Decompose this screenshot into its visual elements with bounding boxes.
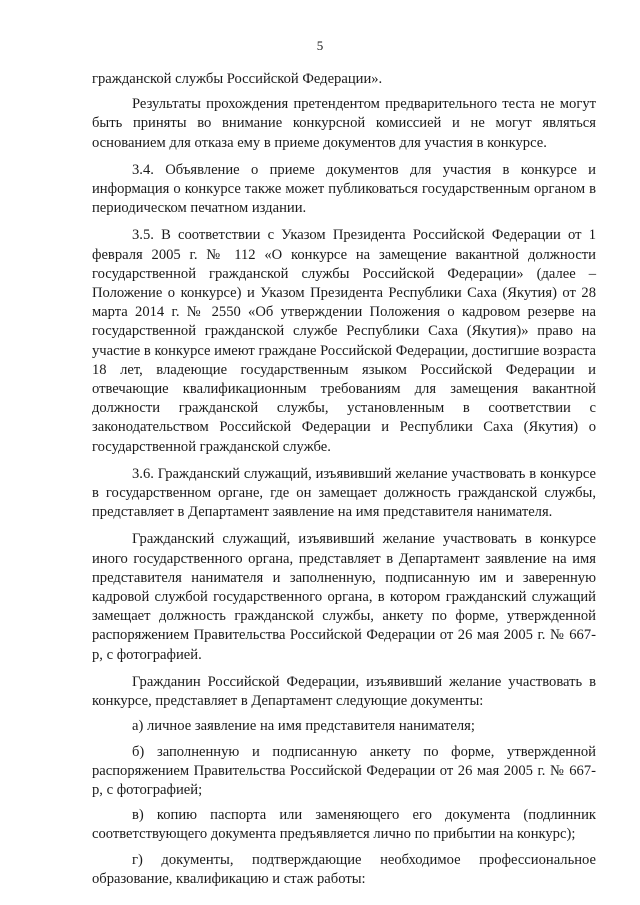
paragraph-citizen: Гражданин Российской Федерации, изъявивший желание участвовать в конкурсе, представляет в Департамент следующие документы: [92,673,596,710]
paragraph-3-4: 3.4. Объявление о приеме документов для участия в конкурсе и информация о конкурсе также может публиковаться государственным органом в периодическом печатном издании. [92,161,596,217]
page-number: 5 [316,38,324,53]
list-item-b: б) заполненную и подписанную анкету по форме, утвержденной распоряжением Правительства Российской Федерации от 26 мая 2005 г. № 667-р, с фотографией; [92,743,596,798]
paragraph-other-agency: Гражданский служащий, изъявивший желание участвовать в конкурсе иного государственного органа, представляет в Департамент заявление на имя представителя нанимателя и заполненную, подписанную им и заверенную кадровой службой государственного органа, в котором гражданский служащий замещает должность гражданской службы, анкету по форме, утвержденной распоряжением Правительства Российской Федерации от 26 мая 2005 г. № 667-р, с фотографией. [92,531,596,663]
list-item-g: г) документы, подтверждающие необходимое профессиональное образование, квалификацию и стаж работы: [92,851,596,887]
list-item-v: в) копию паспорта или заменяющего его документа (подлинник соответствующего документа предъявляется лично по прибытии на конкурс); [92,807,596,843]
list-item-a: а) личное заявление на имя представителя нанимателя; [132,718,475,735]
paragraph-3-6: 3.6. Гражданский служащий, изъявивший желание участвовать в конкурсе в государственном органе, где он замещает должность гражданской службы, представляет в Департамент заявление на имя представителя нанимателя. [92,465,596,521]
paragraph-3-5: 3.5. В соответствии с Указом Президента Российской Федерации от 1 февраля 2005 г. № 112 «О конкурсе на замещение вакантной должности государственной гражданской службы Российской Федерации» (далее – Положение о конкурсе) и Указом Президента Республики Саха (Якутия) от 28 марта 2014 г. № 2550 «Об утверждении Положения о кадровом резерве на государственной гражданской службе Республики Саха (Якутия)» право на участие в конкурсе имеют граждане Российской Федерации, достигшие возраста 18 лет, владеющие государственным языком Российской Федерации и отвечающие квалификационным требованиям для замещения вакантной должности гражданской службы, установленным в соответствии с законодательством Российской Федерации и Республики Саха (Якутия) о государственной гражданской службе. [92,227,596,455]
paragraph-test-results: Результаты прохождения претендентом предварительного теста не могут быть приняты во внимание конкурсной комиссией и не могут являться основанием для отказа ему в приеме документов для участия в конкурсе. [92,96,596,151]
document-body [92,70,596,889]
paragraph-continuation: гражданской службы Российской Федерации». [92,71,383,87]
